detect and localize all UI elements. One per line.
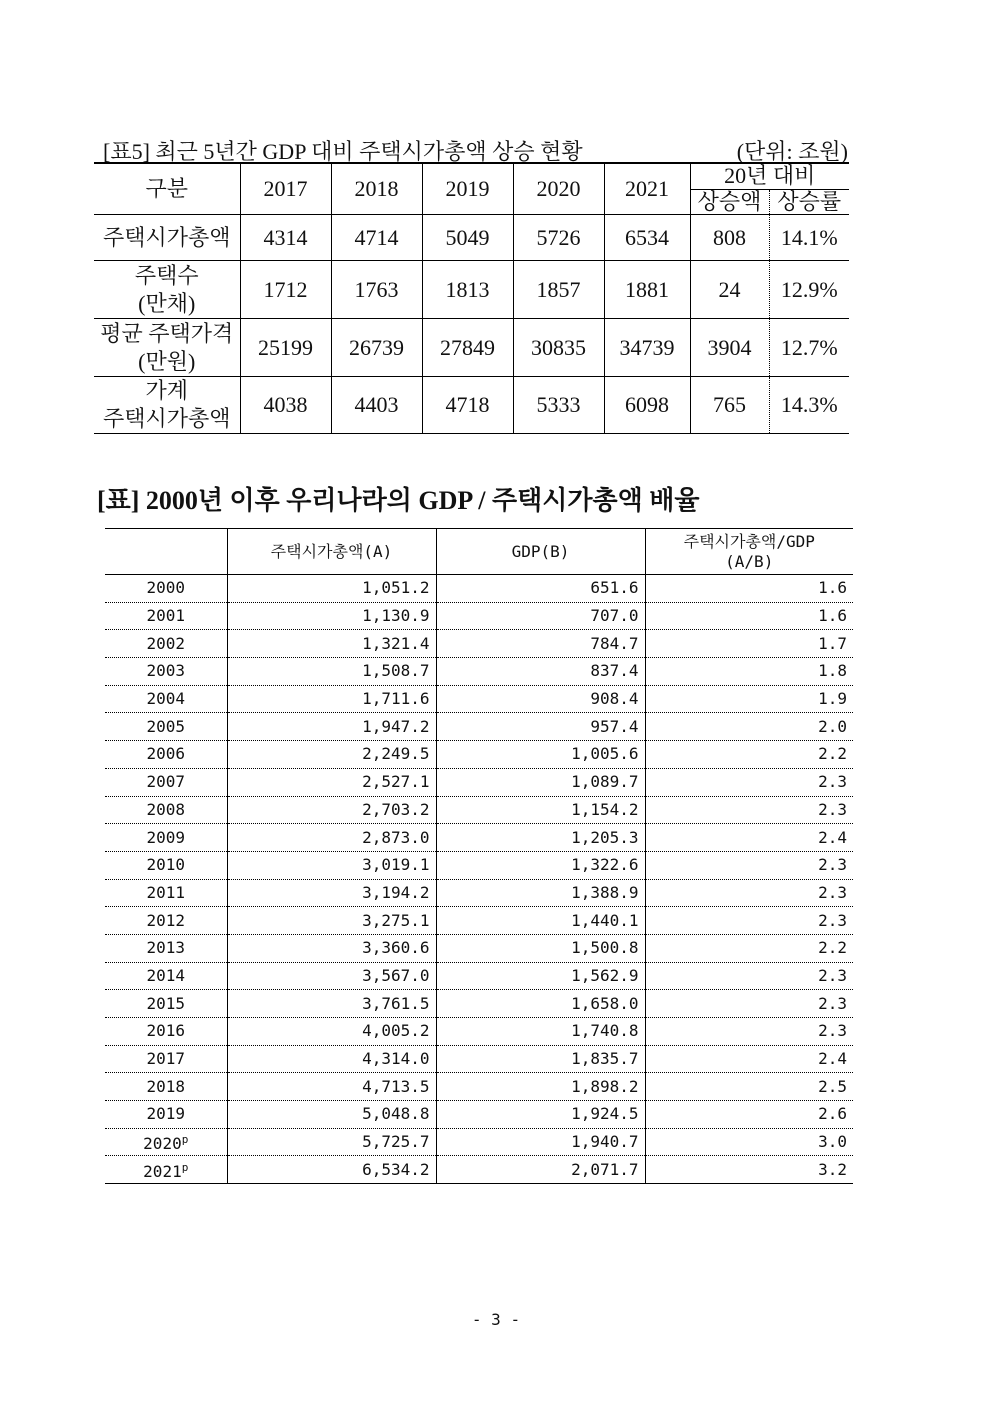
row-label: 주택시가총액 bbox=[94, 215, 240, 261]
cell-value: 27849 bbox=[422, 319, 513, 377]
header-compare: 20년 대비 bbox=[690, 163, 849, 189]
market-cap-cell: 1,947.2 bbox=[227, 713, 436, 741]
gdp-cell: 1,898.2 bbox=[436, 1073, 645, 1101]
table-row bbox=[105, 907, 853, 935]
ratio-cell: 2.3 bbox=[645, 879, 853, 907]
cell-value: 1857 bbox=[513, 261, 604, 319]
cell-value: 26739 bbox=[331, 319, 422, 377]
table-row bbox=[105, 851, 853, 879]
market-cap-cell: 3,761.5 bbox=[227, 990, 436, 1018]
ratio-cell: 2.3 bbox=[645, 962, 853, 990]
ratio-cell: 2.3 bbox=[645, 851, 853, 879]
table-row bbox=[105, 1128, 853, 1156]
gdp-cell: 707.0 bbox=[436, 602, 645, 630]
table-row bbox=[105, 1101, 853, 1129]
market-cap-cell: 3,194.2 bbox=[227, 879, 436, 907]
ratio-cell: 1.7 bbox=[645, 630, 853, 658]
table1-row bbox=[94, 377, 849, 434]
gdp-cell: 837.4 bbox=[436, 658, 645, 686]
cell-rate: 12.9% bbox=[769, 261, 849, 319]
table-row bbox=[105, 602, 853, 630]
ratio-cell: 2.3 bbox=[645, 768, 853, 796]
cell-value: 4718 bbox=[422, 377, 513, 434]
row-label: 가계 주택시가총액 bbox=[94, 377, 240, 434]
cell-value: 34739 bbox=[604, 319, 690, 377]
table1-caption bbox=[103, 135, 848, 164]
gdp-cell: 651.6 bbox=[436, 575, 645, 603]
market-cap-cell: 6,534.2 bbox=[227, 1156, 436, 1184]
cell-value: 6534 bbox=[604, 215, 690, 261]
row-label: 주택수 (만채) bbox=[94, 261, 240, 319]
ratio-cell: 1.8 bbox=[645, 658, 853, 686]
ratio-cell: 2.3 bbox=[645, 1018, 853, 1046]
gdp-cell: 784.7 bbox=[436, 630, 645, 658]
table-row bbox=[105, 934, 853, 962]
year-cell: 2013 bbox=[105, 934, 227, 962]
header-ratio: 주택시가총액/GDP (A/B) bbox=[645, 529, 853, 575]
ratio-cell: 1.6 bbox=[645, 575, 853, 603]
table-row bbox=[105, 879, 853, 907]
year-cell: 2020$^p$ bbox=[105, 1128, 227, 1156]
cell-value: 1813 bbox=[422, 261, 513, 319]
ratio-cell: 2.0 bbox=[645, 713, 853, 741]
market-cap-cell: 2,249.5 bbox=[227, 741, 436, 769]
cell-value: 25199 bbox=[240, 319, 331, 377]
gdp-cell: 1,322.6 bbox=[436, 851, 645, 879]
table1-row bbox=[94, 261, 849, 319]
cell-value: 4714 bbox=[331, 215, 422, 261]
year-cell: 2010 bbox=[105, 851, 227, 879]
gdp-cell: 1,740.8 bbox=[436, 1018, 645, 1046]
gdp-cell: 1,940.7 bbox=[436, 1128, 645, 1156]
gdp-cell: 1,500.8 bbox=[436, 934, 645, 962]
market-cap-cell: 2,703.2 bbox=[227, 796, 436, 824]
cell-value: 6098 bbox=[604, 377, 690, 434]
ratio-cell: 2.2 bbox=[645, 934, 853, 962]
gdp-ratio-table bbox=[105, 528, 853, 1184]
year-cell: 2015 bbox=[105, 990, 227, 1018]
header-year: 2021 bbox=[604, 163, 690, 215]
table-row bbox=[105, 741, 853, 769]
gdp-cell: 1,835.7 bbox=[436, 1045, 645, 1073]
market-cap-cell: 2,527.1 bbox=[227, 768, 436, 796]
year-cell: 2011 bbox=[105, 879, 227, 907]
cell-increase: 808 bbox=[690, 215, 769, 261]
header-year: 2018 bbox=[331, 163, 422, 215]
market-cap-cell: 1,051.2 bbox=[227, 575, 436, 603]
cell-value: 5333 bbox=[513, 377, 604, 434]
table-row bbox=[105, 630, 853, 658]
market-cap-cell: 4,713.5 bbox=[227, 1073, 436, 1101]
preliminary-mark: p bbox=[181, 1133, 189, 1147]
gdp-cell: 1,005.6 bbox=[436, 741, 645, 769]
year-cell: 2021$^p$ bbox=[143, 1160, 189, 1181]
year-cell: 2007 bbox=[105, 768, 227, 796]
ratio-cell: 1.9 bbox=[645, 685, 853, 713]
table1-title: [표5] 최근 5년간 GDP 대비 주택시가총액 상승 현황 bbox=[103, 139, 583, 164]
table-row bbox=[105, 713, 853, 741]
cell-value: 4403 bbox=[331, 377, 422, 434]
market-cap-cell: 3,567.0 bbox=[227, 962, 436, 990]
ratio-cell: 2.6 bbox=[645, 1101, 853, 1129]
row-label: 평균 주택가격 (만원) bbox=[94, 319, 240, 377]
year-cell: 2012 bbox=[105, 907, 227, 935]
gdp-cell: 1,388.9 bbox=[436, 879, 645, 907]
ratio-cell: 2.4 bbox=[645, 824, 853, 852]
header-year: 2017 bbox=[240, 163, 331, 215]
market-cap-cell: 1,130.9 bbox=[227, 602, 436, 630]
gdp-cell: 1,205.3 bbox=[436, 824, 645, 852]
market-cap-cell: 3,360.6 bbox=[227, 934, 436, 962]
header-market-cap: 주택시가총액(A) bbox=[227, 529, 436, 575]
table-row bbox=[105, 990, 853, 1018]
cell-value: 5726 bbox=[513, 215, 604, 261]
table-row bbox=[105, 1018, 853, 1046]
market-cap-cell: 3,275.1 bbox=[227, 907, 436, 935]
cell-value: 30835 bbox=[513, 319, 604, 377]
year-cell: 2006 bbox=[105, 741, 227, 769]
cell-value: 4038 bbox=[240, 377, 331, 434]
table-row bbox=[105, 768, 853, 796]
cell-rate: 14.1% bbox=[769, 215, 849, 261]
year-cell: 2017 bbox=[105, 1045, 227, 1073]
market-cap-cell: 4,005.2 bbox=[227, 1018, 436, 1046]
header-increase-rate: 상승률 bbox=[769, 189, 849, 215]
ratio-cell: 2.2 bbox=[645, 741, 853, 769]
year-cell: 2003 bbox=[105, 658, 227, 686]
header-increase-amount: 상승액 bbox=[690, 189, 769, 215]
cell-increase: 3904 bbox=[690, 319, 769, 377]
cell-increase: 765 bbox=[690, 377, 769, 434]
ratio-cell: 2.3 bbox=[645, 990, 853, 1018]
table1-row bbox=[94, 215, 849, 261]
market-cap-cell: 1,508.7 bbox=[227, 658, 436, 686]
cell-value: 4314 bbox=[240, 215, 331, 261]
year-cell: 2005 bbox=[105, 713, 227, 741]
cell-increase: 24 bbox=[690, 261, 769, 319]
market-cap-cell: 1,711.6 bbox=[227, 685, 436, 713]
cell-value: 1712 bbox=[240, 261, 331, 319]
table2-header-row bbox=[105, 529, 853, 575]
table-row bbox=[105, 658, 853, 686]
market-cap-cell: 2,873.0 bbox=[227, 824, 436, 852]
year-cell: 2004 bbox=[105, 685, 227, 713]
table1-unit: (단위: 조원) bbox=[736, 139, 848, 164]
market-cap-cell: 3,019.1 bbox=[227, 851, 436, 879]
year-cell: 2018 bbox=[105, 1073, 227, 1101]
gdp-cell: 1,658.0 bbox=[436, 990, 645, 1018]
table-row bbox=[105, 796, 853, 824]
cell-rate: 12.7% bbox=[769, 319, 849, 377]
gdp-cell: 1,089.7 bbox=[436, 768, 645, 796]
preliminary-mark: p bbox=[181, 1160, 189, 1174]
table-row bbox=[105, 575, 853, 603]
table-row bbox=[105, 1156, 853, 1184]
table-row bbox=[105, 1073, 853, 1101]
market-cap-cell: 5,048.8 bbox=[227, 1101, 436, 1129]
gdp-cell: 1,924.5 bbox=[436, 1101, 645, 1129]
cell-value: 1881 bbox=[604, 261, 690, 319]
ratio-cell: 2.3 bbox=[645, 907, 853, 935]
ratio-cell: 3.0 bbox=[645, 1128, 853, 1156]
header-year-col bbox=[105, 529, 227, 575]
market-cap-cell: 4,314.0 bbox=[227, 1045, 436, 1073]
ratio-cell: 1.6 bbox=[645, 602, 853, 630]
table1-header-row-1 bbox=[94, 163, 849, 189]
housing-market-table bbox=[94, 162, 849, 434]
year-cell: 2016 bbox=[105, 1018, 227, 1046]
table-row bbox=[105, 685, 853, 713]
ratio-cell: 2.5 bbox=[645, 1073, 853, 1101]
year-cell: 2009 bbox=[105, 824, 227, 852]
gdp-cell: 957.4 bbox=[436, 713, 645, 741]
gdp-cell: 908.4 bbox=[436, 685, 645, 713]
header-gdp: GDP(B) bbox=[436, 529, 645, 575]
gdp-cell: 1,440.1 bbox=[436, 907, 645, 935]
year-cell: 2000 bbox=[105, 575, 227, 603]
year-cell: 2001 bbox=[105, 602, 227, 630]
cell-value: 5049 bbox=[422, 215, 513, 261]
header-category: 구분 bbox=[94, 163, 240, 215]
table-row bbox=[105, 824, 853, 852]
header-year: 2019 bbox=[422, 163, 513, 215]
year-cell: 2019 bbox=[105, 1101, 227, 1129]
cell-value: 1763 bbox=[331, 261, 422, 319]
ratio-cell: 2.3 bbox=[645, 796, 853, 824]
gdp-cell: 1,154.2 bbox=[436, 796, 645, 824]
year-cell: 2002 bbox=[105, 630, 227, 658]
table-row bbox=[105, 1045, 853, 1073]
gdp-cell: 1,562.9 bbox=[436, 962, 645, 990]
cell-rate: 14.3% bbox=[769, 377, 849, 434]
table2-title: [표] 2000년 이후 우리나라의 GDP / 주택시가총액 배율 bbox=[97, 486, 700, 515]
gdp-cell: 2,071.7 bbox=[436, 1156, 645, 1184]
ratio-cell: 2.4 bbox=[645, 1045, 853, 1073]
header-year: 2020 bbox=[513, 163, 604, 215]
page-number: - 3 - bbox=[471, 1310, 521, 1329]
market-cap-cell: 1,321.4 bbox=[227, 630, 436, 658]
year-cell: 2008 bbox=[105, 796, 227, 824]
table1-row bbox=[94, 319, 849, 377]
ratio-cell: 3.2 bbox=[645, 1156, 853, 1184]
year-cell: 2014 bbox=[105, 962, 227, 990]
table-row bbox=[105, 962, 853, 990]
market-cap-cell: 5,725.7 bbox=[227, 1128, 436, 1156]
